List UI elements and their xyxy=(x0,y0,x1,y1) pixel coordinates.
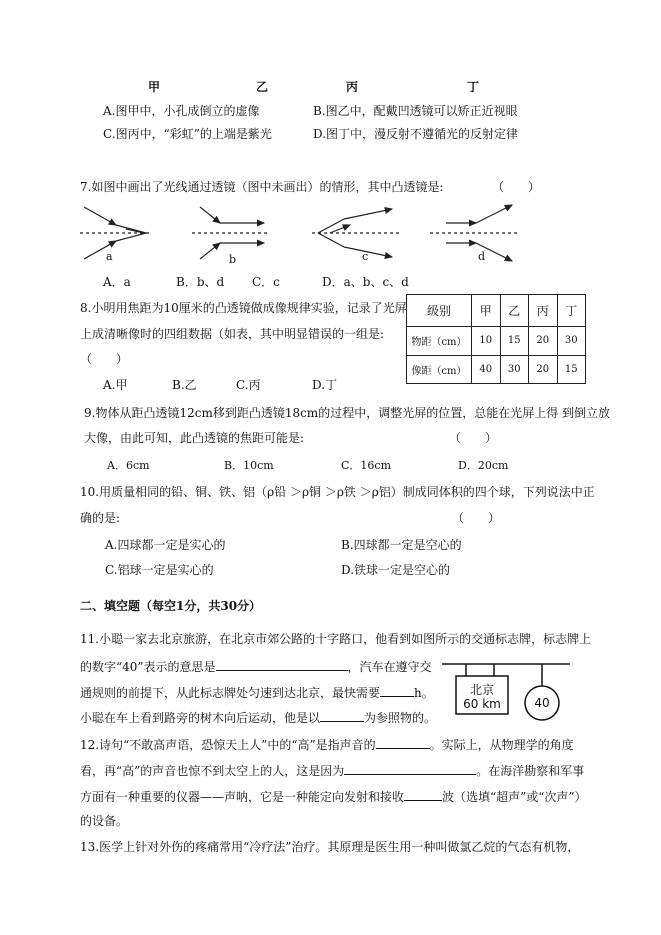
figure-label-yi: 乙 xyxy=(256,80,269,94)
table-header-cell: 乙 xyxy=(500,295,529,327)
blank-field[interactable] xyxy=(380,683,414,697)
q12-text: 12.诗句“不敢高声语，恐惊天上人”中的“高”是指声音的 xyxy=(80,738,376,752)
figure-label-jia: 甲 xyxy=(148,80,161,94)
q11-text: 通规则的前提下，从此标志牌处匀速到达北京，最快需要 xyxy=(80,686,381,700)
ray-label-b: b xyxy=(229,253,237,266)
q7-option-d: D．a、b、c、d xyxy=(322,275,409,289)
q8-option-b: B.乙 xyxy=(172,378,197,392)
ray-diagram-a xyxy=(80,207,152,259)
ray-label-d: d xyxy=(478,250,486,263)
q12-line3 xyxy=(80,787,587,805)
q9-option-c: C．16cm xyxy=(341,459,392,472)
q12-text: 波（选填“超声”或“次声”） xyxy=(442,790,587,804)
table-cell: 15 xyxy=(500,327,529,355)
q8-answer-paren: （ ） xyxy=(80,352,129,366)
q12-text: 方面有一种重要的仪器——声呐，它是一种能定向发射和接收 xyxy=(80,790,405,804)
q6-option-d: D.图丁中，漫反射不遵循光的反射定律 xyxy=(313,127,519,141)
table-row xyxy=(407,327,586,355)
q9-line1: 9.物体从距凸透镜12cm移到距凸透镜18cm的过程中，调整光屏的位置，总能在光屏上得 到倒立放 xyxy=(84,406,611,420)
table-cell: 20 xyxy=(529,327,558,355)
lens-data-table xyxy=(406,294,586,384)
sign-distance-label: 60 km xyxy=(463,697,501,711)
q10-option-a: A.四球都一定是实心的 xyxy=(105,538,226,552)
blank-field[interactable] xyxy=(320,708,364,722)
q12-line4: 的设备。 xyxy=(80,814,129,828)
blank-field[interactable] xyxy=(404,787,442,801)
sign-speed-limit: 40 xyxy=(534,696,550,710)
q7-option-a: A．a xyxy=(103,275,131,289)
table-header-cell: 级别 xyxy=(407,295,472,327)
sign-city-label: 北京 xyxy=(469,683,494,697)
q11-text: h。 xyxy=(414,686,434,700)
q7-ray-diagrams xyxy=(0,195,661,275)
q9-option-a: A．6cm xyxy=(107,459,150,472)
q9-option-b: B．10cm xyxy=(224,459,274,472)
q7-option-c: C．c xyxy=(252,275,280,289)
blank-field[interactable] xyxy=(344,761,476,775)
blank-field[interactable] xyxy=(216,657,348,671)
q9-answer-paren: （ ） xyxy=(449,431,498,445)
q6-option-c: C.图丙中，“彩虹”的上端是紫光 xyxy=(103,127,272,141)
q6-option-b: B.图乙中，配戴凹透镜可以矫正近视眼 xyxy=(313,104,518,118)
q13-line1: 13.医学上针对外伤的疼痛常用“冷疗法”治疗。其原理是医生用一种叫做氯乙烷的气态有机物， xyxy=(80,840,580,854)
table-row xyxy=(407,355,586,384)
q9-option-d: D．20cm xyxy=(458,459,509,472)
q12-text: 。实际上，从物理学的角度 xyxy=(429,738,574,752)
q6-option-a: A.图甲中，小孔成倒立的虚像 xyxy=(103,104,260,118)
ray-diagram-c xyxy=(312,209,400,257)
table-cell: 物距（cm） xyxy=(407,327,472,355)
q10-option-c: C.铝球一定是实心的 xyxy=(105,563,214,577)
q8-line1: 8.小明用焦距为10厘米的凸透镜做成像规律实验，记录了光屏 xyxy=(80,301,407,315)
ray-diagram-b xyxy=(192,207,270,259)
q11-line1: 11.小聪一家去北京旅游，在北京市郊公路的十字路口，他看到如图所示的交通标志牌，标志牌上 xyxy=(80,632,592,646)
q11-line3 xyxy=(80,683,434,701)
q8-line2: 上成清晰像时的四组数据（如表，其中明显错误的一组是: xyxy=(80,327,385,341)
table-cell: 15 xyxy=(557,355,586,384)
q12-text: 看，再“高”的声音也惊不到太空上的人，这是因为 xyxy=(80,764,345,778)
table-cell: 10 xyxy=(472,327,501,355)
q8-option-c: C.丙 xyxy=(236,378,261,392)
q10-answer-paren: （ ） xyxy=(452,511,501,525)
q7-option-b: B．b、d xyxy=(176,275,225,289)
q10-line1: 10.用质量相同的铅、铜、铁、铝（ρ铅 ＞ρ铜 ＞ρ铁 ＞ρ铝）制成同体积的四个球，下列说法中正 xyxy=(80,485,595,499)
q11-text: 的数字“40”表示的意思是 xyxy=(80,660,216,674)
q11-text: 为参照物的。 xyxy=(364,711,437,725)
q12-text: 。在海洋勘察和军事 xyxy=(476,764,585,778)
q10-line2: 确的是: xyxy=(80,511,121,525)
section-title: 二、填空题（每空1分，共30分） xyxy=(80,599,262,613)
table-header-cell: 丙 xyxy=(529,295,558,327)
q11-text: ，汽车在遵守交 xyxy=(347,660,432,674)
ray-label-c: c xyxy=(362,250,369,263)
q8-option-a: A.甲 xyxy=(103,378,128,392)
q8-option-d: D.丁 xyxy=(312,378,338,392)
ray-diagram-d xyxy=(430,205,520,261)
q12-line2 xyxy=(80,761,584,779)
q12-line1 xyxy=(80,735,574,753)
table-cell: 20 xyxy=(529,355,558,384)
table-header-row xyxy=(407,295,586,327)
ray-label-a: a xyxy=(106,250,113,263)
q7-stem: 7.如图中画出了光线通过透镜（图中未画出）的情形，其中凸透镜是: xyxy=(80,180,444,194)
table-cell: 像距（cm） xyxy=(407,355,472,384)
table-header-cell: 丁 xyxy=(557,295,586,327)
q11-line4 xyxy=(80,708,436,726)
table-cell: 30 xyxy=(500,355,529,384)
q9-line2: 大像，由此可知，此凸透镜的焦距可能是: xyxy=(84,431,305,445)
table-cell: 30 xyxy=(557,327,586,355)
q10-option-d: D.铁球一定是空心的 xyxy=(341,563,451,577)
figure-label-bing: 丙 xyxy=(346,80,359,94)
figure-label-ding: 丁 xyxy=(467,80,480,94)
blank-field[interactable] xyxy=(376,735,430,749)
table-cell: 40 xyxy=(472,355,501,384)
q11-line2 xyxy=(80,657,432,675)
q11-text: 小聪在车上看到路旁的树木向后运动，他是以 xyxy=(80,711,321,725)
table-header-cell: 甲 xyxy=(472,295,501,327)
q10-option-b: B.四球都一定是空心的 xyxy=(341,538,462,552)
q7-answer-paren: （ ） xyxy=(492,180,541,194)
